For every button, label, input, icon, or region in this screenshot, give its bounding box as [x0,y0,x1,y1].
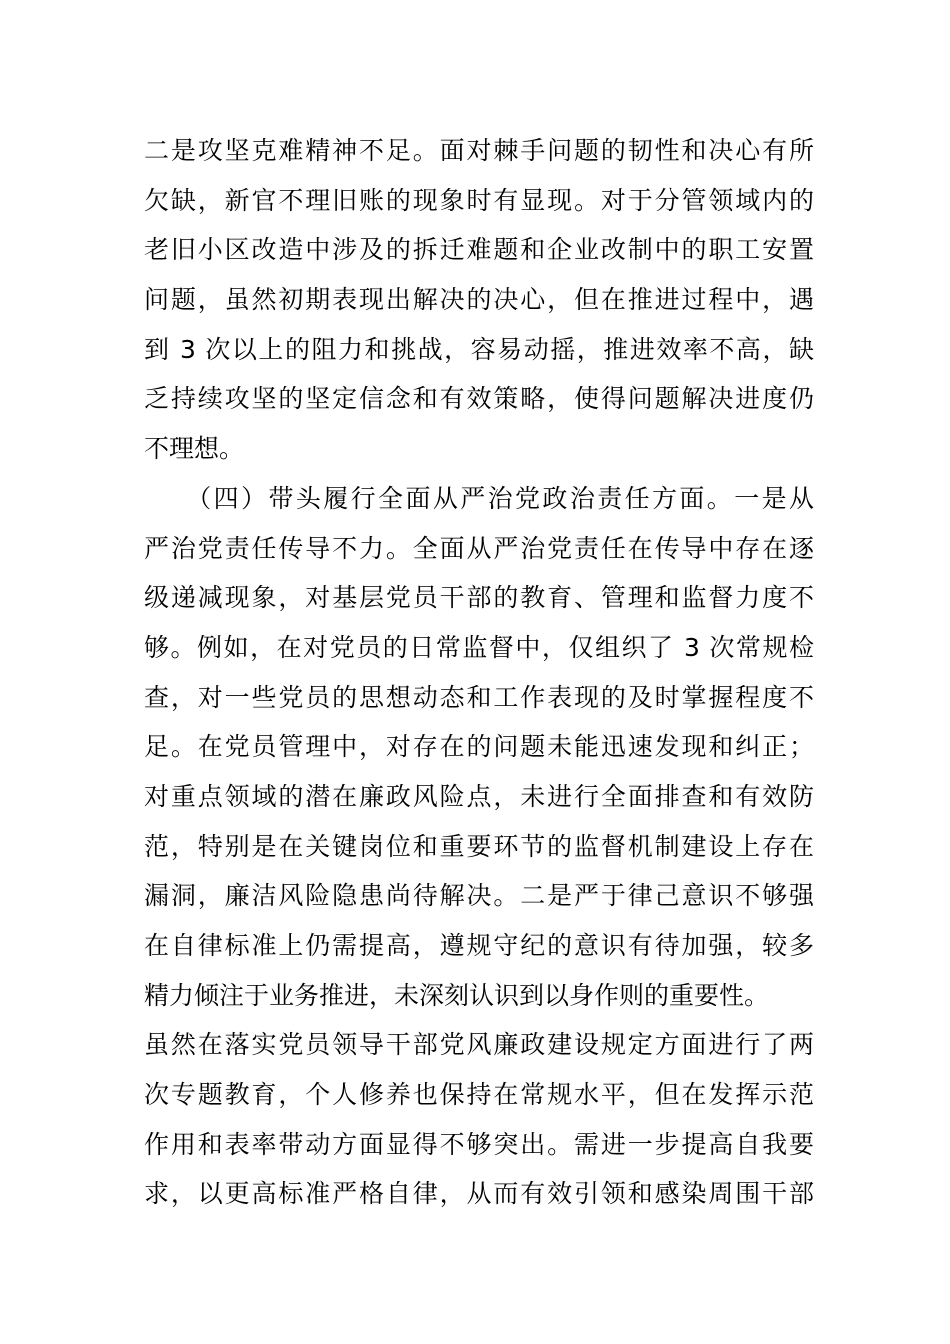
text-line: 对重点领域的潜在廉政风险点，未进行全面排查和有效防 [144,781,814,811]
text-line: 不理想。 [144,434,245,464]
text-line: 级递减现象，对基层党员干部的教育、管理和监督力度不 [144,583,814,613]
text-line: 够。例如，在对党员的日常监督中，仅组织了 3 次常规检 [144,632,814,662]
text-line: 二是攻坚克难精神不足。面对棘手问题的韧性和决心有所 [144,136,814,165]
text-line: 虽然在落实党员领导干部党风廉政建设规定方面进行了两 [144,1030,814,1060]
text-line: 老旧小区改造中涉及的拆迁难题和企业改制中的职工安置 [144,235,814,265]
text-line: 到 3 次以上的阻力和挑战，容易动摇，推进效率不高，缺 [144,334,814,364]
text-line: 精力倾注于业务推进，未深刻认识到以身作则的重要性。 [144,980,770,1010]
text-line: 次专题教育，个人修养也保持在常规水平，但在发挥示范 [144,1080,814,1110]
text-line: 在自律标准上仍需提高，遵规守纪的意识有待加强，较多 [144,931,814,960]
text-line: 漏洞，廉洁风险隐患尚待解决。二是严于律己意识不够强 [144,881,814,911]
text-line: 严治党责任传导不力。全面从严治党责任在传导中存在逐 [144,533,814,563]
text-line: 作用和表率带动方面显得不够突出。需进一步提高自我要 [144,1129,814,1159]
text-line: 乏持续攻坚的坚定信念和有效策略，使得问题解决进度仍 [144,384,814,414]
text-line: 范，特别是在关键岗位和重要环节的监督机制建设上存在 [144,831,814,861]
text-line: 问题，虽然初期表现出解决的决心，但在推进过程中，遇 [144,285,814,315]
text-line: 求，以更高标准严格自律，从而有效引领和感染周围干部 [144,1179,814,1209]
text-line: （四）带头履行全面从严治党政治责任方面。一是从 [144,483,814,513]
text-line: 查，对一些党员的思想动态和工作表现的及时掌握程度不 [144,682,814,712]
text-line: 足。在党员管理中，对存在的问题未能迅速发现和纠正； [144,732,814,762]
text-line: 欠缺，新官不理旧账的现象时有显现。对于分管领域内的 [144,185,814,215]
body-text [144,126,814,1219]
